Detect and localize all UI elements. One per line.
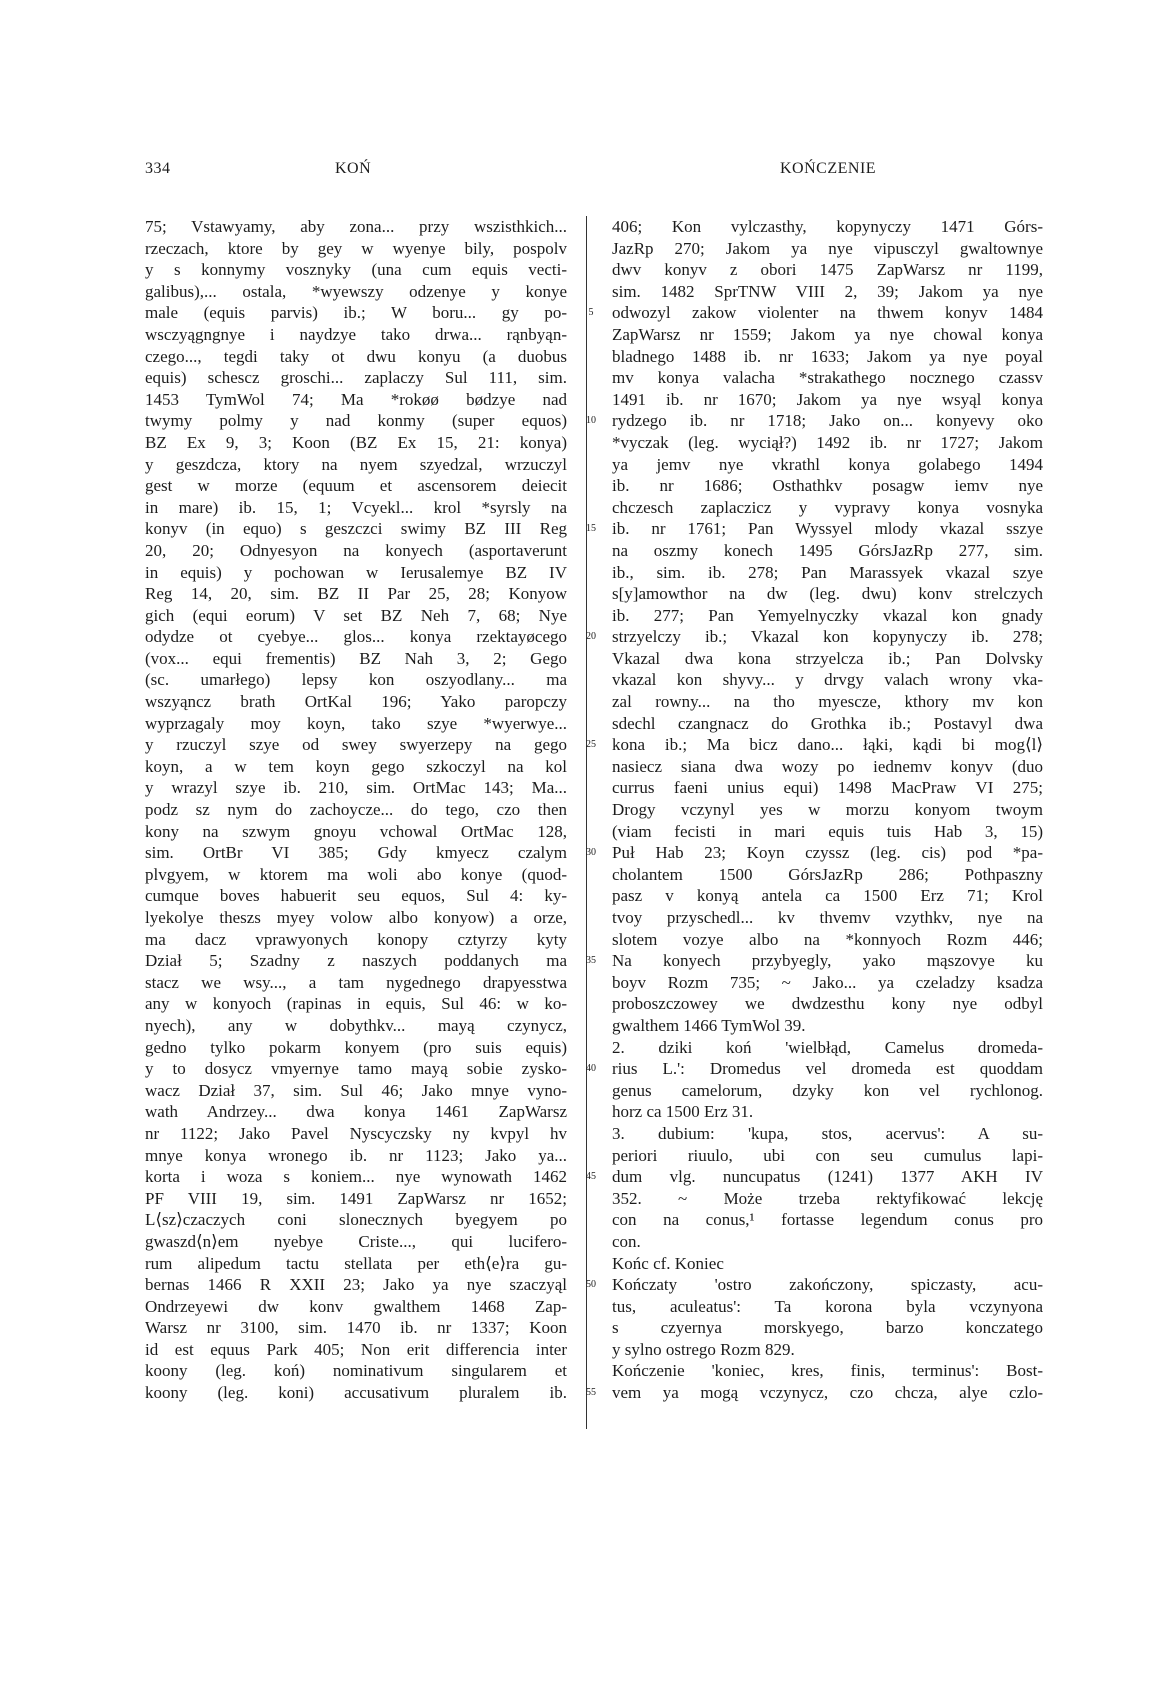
- text-line: gich (equi eorum) V set BZ Neh 7, 68; Nye: [145, 605, 567, 625]
- line-number: 25: [586, 739, 596, 751]
- text-line: korta i woza s koniem... nye wynowath 1462: [145, 1167, 567, 1187]
- text-line: wath Andrzey... dwa konya 1461 ZapWarsz: [145, 1102, 567, 1122]
- text-line: plvgyem, w ktorem ma woli abo konye (quod-: [145, 864, 567, 884]
- right-column: [612, 216, 1043, 1404]
- text-line: tvoy przyschedl... kv thvemv vzythkv, nye na: [612, 908, 1043, 927]
- text-line: y rzuczyl szye od swey swyerzepy na gego: [145, 735, 567, 755]
- line-number: 5: [588, 307, 594, 319]
- text-line: podz sz nym do zachoycze... do tego, czo then: [145, 800, 567, 820]
- text-line: 406; Kon vylczasthy, kopynyczy 1471 Górs-: [612, 217, 1043, 236]
- text-line: odwozyl zakow violenter na thwem konyv 1484: [612, 303, 1043, 323]
- text-line: koyn, a w tem koyn gego szkoczyl na kol: [145, 756, 567, 776]
- text-line: bladnego 1488 ib. nr 1633; Jakom ya nye poyal: [612, 346, 1043, 366]
- text-line: mv konya valacha *strakathego nocznego czassv: [612, 368, 1043, 388]
- text-line: rzeczach, ktore by gey w wyenye bily, pospolv: [145, 238, 567, 258]
- text-line: chczesch zaplaczicz y vypravy konya vosnyka: [612, 497, 1043, 517]
- text-line: equis) schescz groschi... zaplaczy Sul 111, sim.: [145, 368, 567, 388]
- text-line: 1491 ib. nr 1670; Jakom ya nye wsyąl konya: [612, 389, 1043, 409]
- left-headword: KOŃ: [335, 160, 372, 177]
- text-line: galibus),... ostala, *wyewszy odzenye y konye: [145, 281, 567, 301]
- text-line: 352. ~ Może trzeba rektyfikować lekcję: [612, 1188, 1043, 1208]
- text-line: Na konyech przybyegly, yako mąszovye ku: [612, 951, 1043, 971]
- text-line: ib. nr 1686; Osthathkv posagw iemv nye: [612, 476, 1043, 496]
- text-line: cholantem 1500 GórsJazRp 286; Pothpaszny: [612, 864, 1043, 884]
- text-line: sim. OrtBr VI 385; Gdy kmyecz czalym: [145, 843, 567, 863]
- text-line: 2. dziki koń 'wielbłąd, Camelus dromeda-: [612, 1037, 1043, 1057]
- text-line: slotem vozye albo na *konnyoch Rozm 446;: [612, 929, 1043, 949]
- text-line: stacz we wsy..., a tam nygednego drapyesstwa: [145, 972, 567, 992]
- text-line: y to dosycz vmyernye tamo mayą sobie zysko-: [145, 1059, 567, 1079]
- text-line: s[y]amowthor na dw (leg. dwu) konv strelczych: [612, 584, 1043, 604]
- text-line: konyv (in equo) s geszczci swimy BZ III Reg: [145, 519, 567, 539]
- text-line: s czyernya morskyego, barzo konczatego: [612, 1318, 1043, 1338]
- text-line: czego..., tegdi taky ot dwu konyu (a duobus: [145, 346, 567, 366]
- page-number: 334: [145, 160, 171, 177]
- text-line: cumque boves habuerit seu equos, Sul 4: ky-: [145, 886, 567, 906]
- text-line: wsczyągngnye i naydzye tako drwa... rąnbyąn-: [145, 324, 567, 344]
- text-line: (sc. umarłego) lepsy kon oszyodlany... ma: [145, 670, 567, 690]
- text-line: rum alipedum tactu stellata per eth⟨e⟩ra gu-: [145, 1253, 567, 1273]
- line-number: 10: [586, 415, 596, 427]
- text-line: y wrazyl szye ib. 210, sim. OrtMac 143; Ma...: [145, 778, 567, 798]
- text-line: Ondrzeyewi dw konv gwalthem 1468 Zap-: [145, 1296, 567, 1316]
- text-line: gedno tylko pokarm konyem (pro suis equis): [145, 1037, 567, 1057]
- text-line: Puł Hab 23; Koyn czyssz (leg. cis) pod *pa-: [612, 843, 1043, 863]
- text-line: currus faeni unius equi) 1498 MacPraw VI 275;: [612, 778, 1043, 798]
- text-line: rius L.': Dromedus vel dromeda est quoddam: [612, 1059, 1043, 1079]
- text-line: (vox... equi frementis) BZ Nah 3, 2; Gego: [145, 648, 567, 668]
- text-line: in equis) y pochowan w Ierusalemye BZ IV: [145, 562, 567, 582]
- text-line: Dział 5; Szadny z naszych poddanych ma: [145, 951, 567, 971]
- text-line: boyv Rozm 735; ~ Jako... ya czeladzy ksadza: [612, 972, 1043, 992]
- text-line: wszyąncz brath OrtKal 196; Yako paropczy: [145, 692, 567, 712]
- text-line: nr 1122; Jako Pavel Nyscyczsky ny kvpyl hv: [145, 1123, 567, 1143]
- text-line: bernas 1466 R XXII 23; Jako ya nye szaczyąl: [145, 1275, 567, 1295]
- line-number: 15: [586, 523, 596, 535]
- text-line: na oszmy konech 1495 GórsJazRp 277, sim.: [612, 540, 1043, 560]
- text-line: nyech), any w dobythkv... mayą czynycz,: [145, 1015, 567, 1035]
- text-line: BZ Ex 9, 3; Koon (BZ Ex 15, 21: konya): [145, 432, 567, 452]
- line-number: 55: [586, 1387, 596, 1399]
- text-line: genus camelorum, dzyky kon vel rychlonog.: [612, 1080, 1043, 1100]
- text-line: *vyczak (leg. wyciął?) 1492 ib. nr 1727; Jakom: [612, 432, 1043, 452]
- text-line: Drogy vczynyl yes w morzu konyom twoym: [612, 800, 1043, 820]
- text-line: horz ca 1500 Erz 31.: [612, 1102, 754, 1122]
- text-line: in mare) ib. 15, 1; Vcyekl... krol *syrsly na: [145, 497, 567, 517]
- text-line: strzyelczy ib.; Vkazal kon kopynyczy ib. 278;: [612, 627, 1043, 647]
- text-line: wyprzagaly moy koyn, tako szye *wyerwye...: [145, 713, 567, 733]
- text-line: con na conus,¹ fortasse legendum conus pro: [612, 1210, 1043, 1230]
- text-line: dwv konyv z obori 1475 ZapWarsz nr 1199,: [612, 260, 1043, 280]
- text-line: Vkazal dwa kona strzyelcza ib.; Pan Dolvsky: [612, 648, 1043, 668]
- text-line: kony na szwym gnoyu vchowal OrtMac 128,: [145, 821, 567, 841]
- line-number: 20: [586, 631, 596, 643]
- text-line: Kończenie 'koniec, kres, finis, terminus': Bost-: [612, 1361, 1043, 1381]
- text-line: 1453 TymWol 74; Ma *rokøø bødzye nad: [145, 389, 567, 409]
- text-line: nasiecz siana dwa wozy po iednemv konyv (duo: [612, 756, 1043, 776]
- text-line: kona ib.; Ma bicz dano... łąki, kądi bi mog⟨l⟩: [612, 735, 1043, 755]
- text-line: y s konnymy vosznyky (una cum equis vecti-: [145, 260, 567, 280]
- text-line: gest w morze (equum et ascensorem deiecit: [145, 476, 567, 496]
- text-line: ib. 277; Pan Yemyelnyczky vkazal kon gnady: [612, 605, 1043, 625]
- text-line: male (equis parvis) ib.; W boru... gy po-: [145, 303, 567, 323]
- text-line: sim. 1482 SprTNW VIII 2, 39; Jakom ya nye: [612, 281, 1043, 301]
- text-line: 75; Vstawyamy, aby zona... przy wszisthkich...: [145, 217, 567, 236]
- text-line: Końc cf. Koniec: [612, 1253, 724, 1273]
- text-line: dum vlg. nuncupatus (1241) 1377 AKH IV: [612, 1167, 1043, 1187]
- text-line: rydzego ib. nr 1718; Jako on... konyevy oko: [612, 411, 1043, 431]
- text-line: lyekolye theszs myey volow albo konyow) a orze,: [145, 908, 567, 927]
- text-line: ma dacz vprawyonych konopy cztyrzy kyty: [145, 929, 567, 949]
- right-headword: KOŃCZENIE: [780, 160, 877, 177]
- text-line: id est equus Park 405; Non erit differencia inter: [145, 1339, 567, 1359]
- text-line: JazRp 270; Jakom ya nye vipusczyl gwaltownye: [612, 238, 1043, 258]
- text-line: gwaszd⟨n⟩em nyebye Criste..., qui lucifero-: [145, 1231, 567, 1251]
- line-number: 40: [586, 1063, 596, 1075]
- text-line: proboszczowey we dwdzesthu kony nye odbyl: [612, 994, 1043, 1014]
- text-line: Reg 14, 20, sim. BZ II Par 25, 28; Konyow: [145, 584, 567, 604]
- text-line: L⟨sz⟩czaczych coni slonecznych byegyem po: [145, 1210, 567, 1230]
- text-line: y sylno ostrego Rozm 829.: [612, 1339, 795, 1359]
- text-line: mnye konya wronego ib. nr 1123; Jako ya...: [145, 1145, 567, 1165]
- column-divider: [586, 216, 587, 1429]
- text-line: vkazal kon shyvy... y drvgy valach wrony vka-: [612, 670, 1043, 690]
- text-line: twymy polmy y nad konmy (super equos): [145, 411, 567, 431]
- text-line: 20, 20; Odnyesyon na konyech (asportaverunt: [145, 540, 567, 560]
- text-line: ya jemv nye vkrathl konya golabego 1494: [612, 454, 1043, 474]
- text-line: Warsz nr 3100, sim. 1470 ib. nr 1337; Koon: [145, 1318, 567, 1338]
- text-line: pasz v konyą antela ca 1500 Erz 71; Krol: [612, 886, 1043, 906]
- text-line: 3. dubium: 'kupa, stos, acervus': A su-: [612, 1123, 1043, 1143]
- text-line: periori riuulo, ubi con seu cumulus lapi-: [612, 1145, 1043, 1165]
- text-line: con.: [612, 1231, 641, 1251]
- text-line: koony (leg. koni) accusativum pluralem ib.: [145, 1383, 567, 1403]
- line-number: 35: [586, 955, 596, 967]
- text-line: PF VIII 19, sim. 1491 ZapWarsz nr 1652;: [145, 1188, 567, 1208]
- text-line: Kończaty 'ostro zakończony, spiczasty, acu-: [612, 1275, 1043, 1295]
- line-number: 50: [586, 1279, 596, 1291]
- text-line: ib., sim. ib. 278; Pan Marassyek vkazal szye: [612, 562, 1043, 582]
- text-line: (viam fecisti in mari equis tuis Hab 3, 15): [612, 821, 1043, 841]
- text-line: odydze ot cyebye... glos... konya rzektayøcego: [145, 627, 567, 647]
- text-line: any w konyoch (rapinas in equis, Sul 46: w ko-: [145, 994, 567, 1014]
- text-line: y geszdcza, ktory na nyem szyedzal, wrzuczyl: [145, 454, 567, 474]
- text-line: gwalthem 1466 TymWol 39.: [612, 1015, 806, 1035]
- text-line: ZapWarsz nr 1559; Jakom ya nye chowal konya: [612, 324, 1043, 344]
- text-line: wacz Dział 37, sim. Sul 46; Jako mnye vyno-: [145, 1080, 567, 1100]
- text-line: vem ya mogą vczynycz, czo chcza, alye czlo-: [612, 1383, 1043, 1403]
- text-line: ib. nr 1761; Pan Wyssyel mlody vkazal sszye: [612, 519, 1043, 539]
- running-header: [145, 160, 1045, 184]
- line-number: 30: [586, 847, 596, 859]
- text-line: koony (leg. koń) nominativum singularem et: [145, 1361, 567, 1381]
- text-line: tus, aculeatus': Ta korona byla vczynyona: [612, 1296, 1043, 1316]
- left-column: [145, 216, 567, 1404]
- text-line: sdechl czangnacz do Grothka ib.; Postavyl dwa: [612, 713, 1043, 733]
- text-line: zal rowny... na tho myescze, kthory mv kon: [612, 692, 1043, 712]
- line-number: 45: [586, 1171, 596, 1183]
